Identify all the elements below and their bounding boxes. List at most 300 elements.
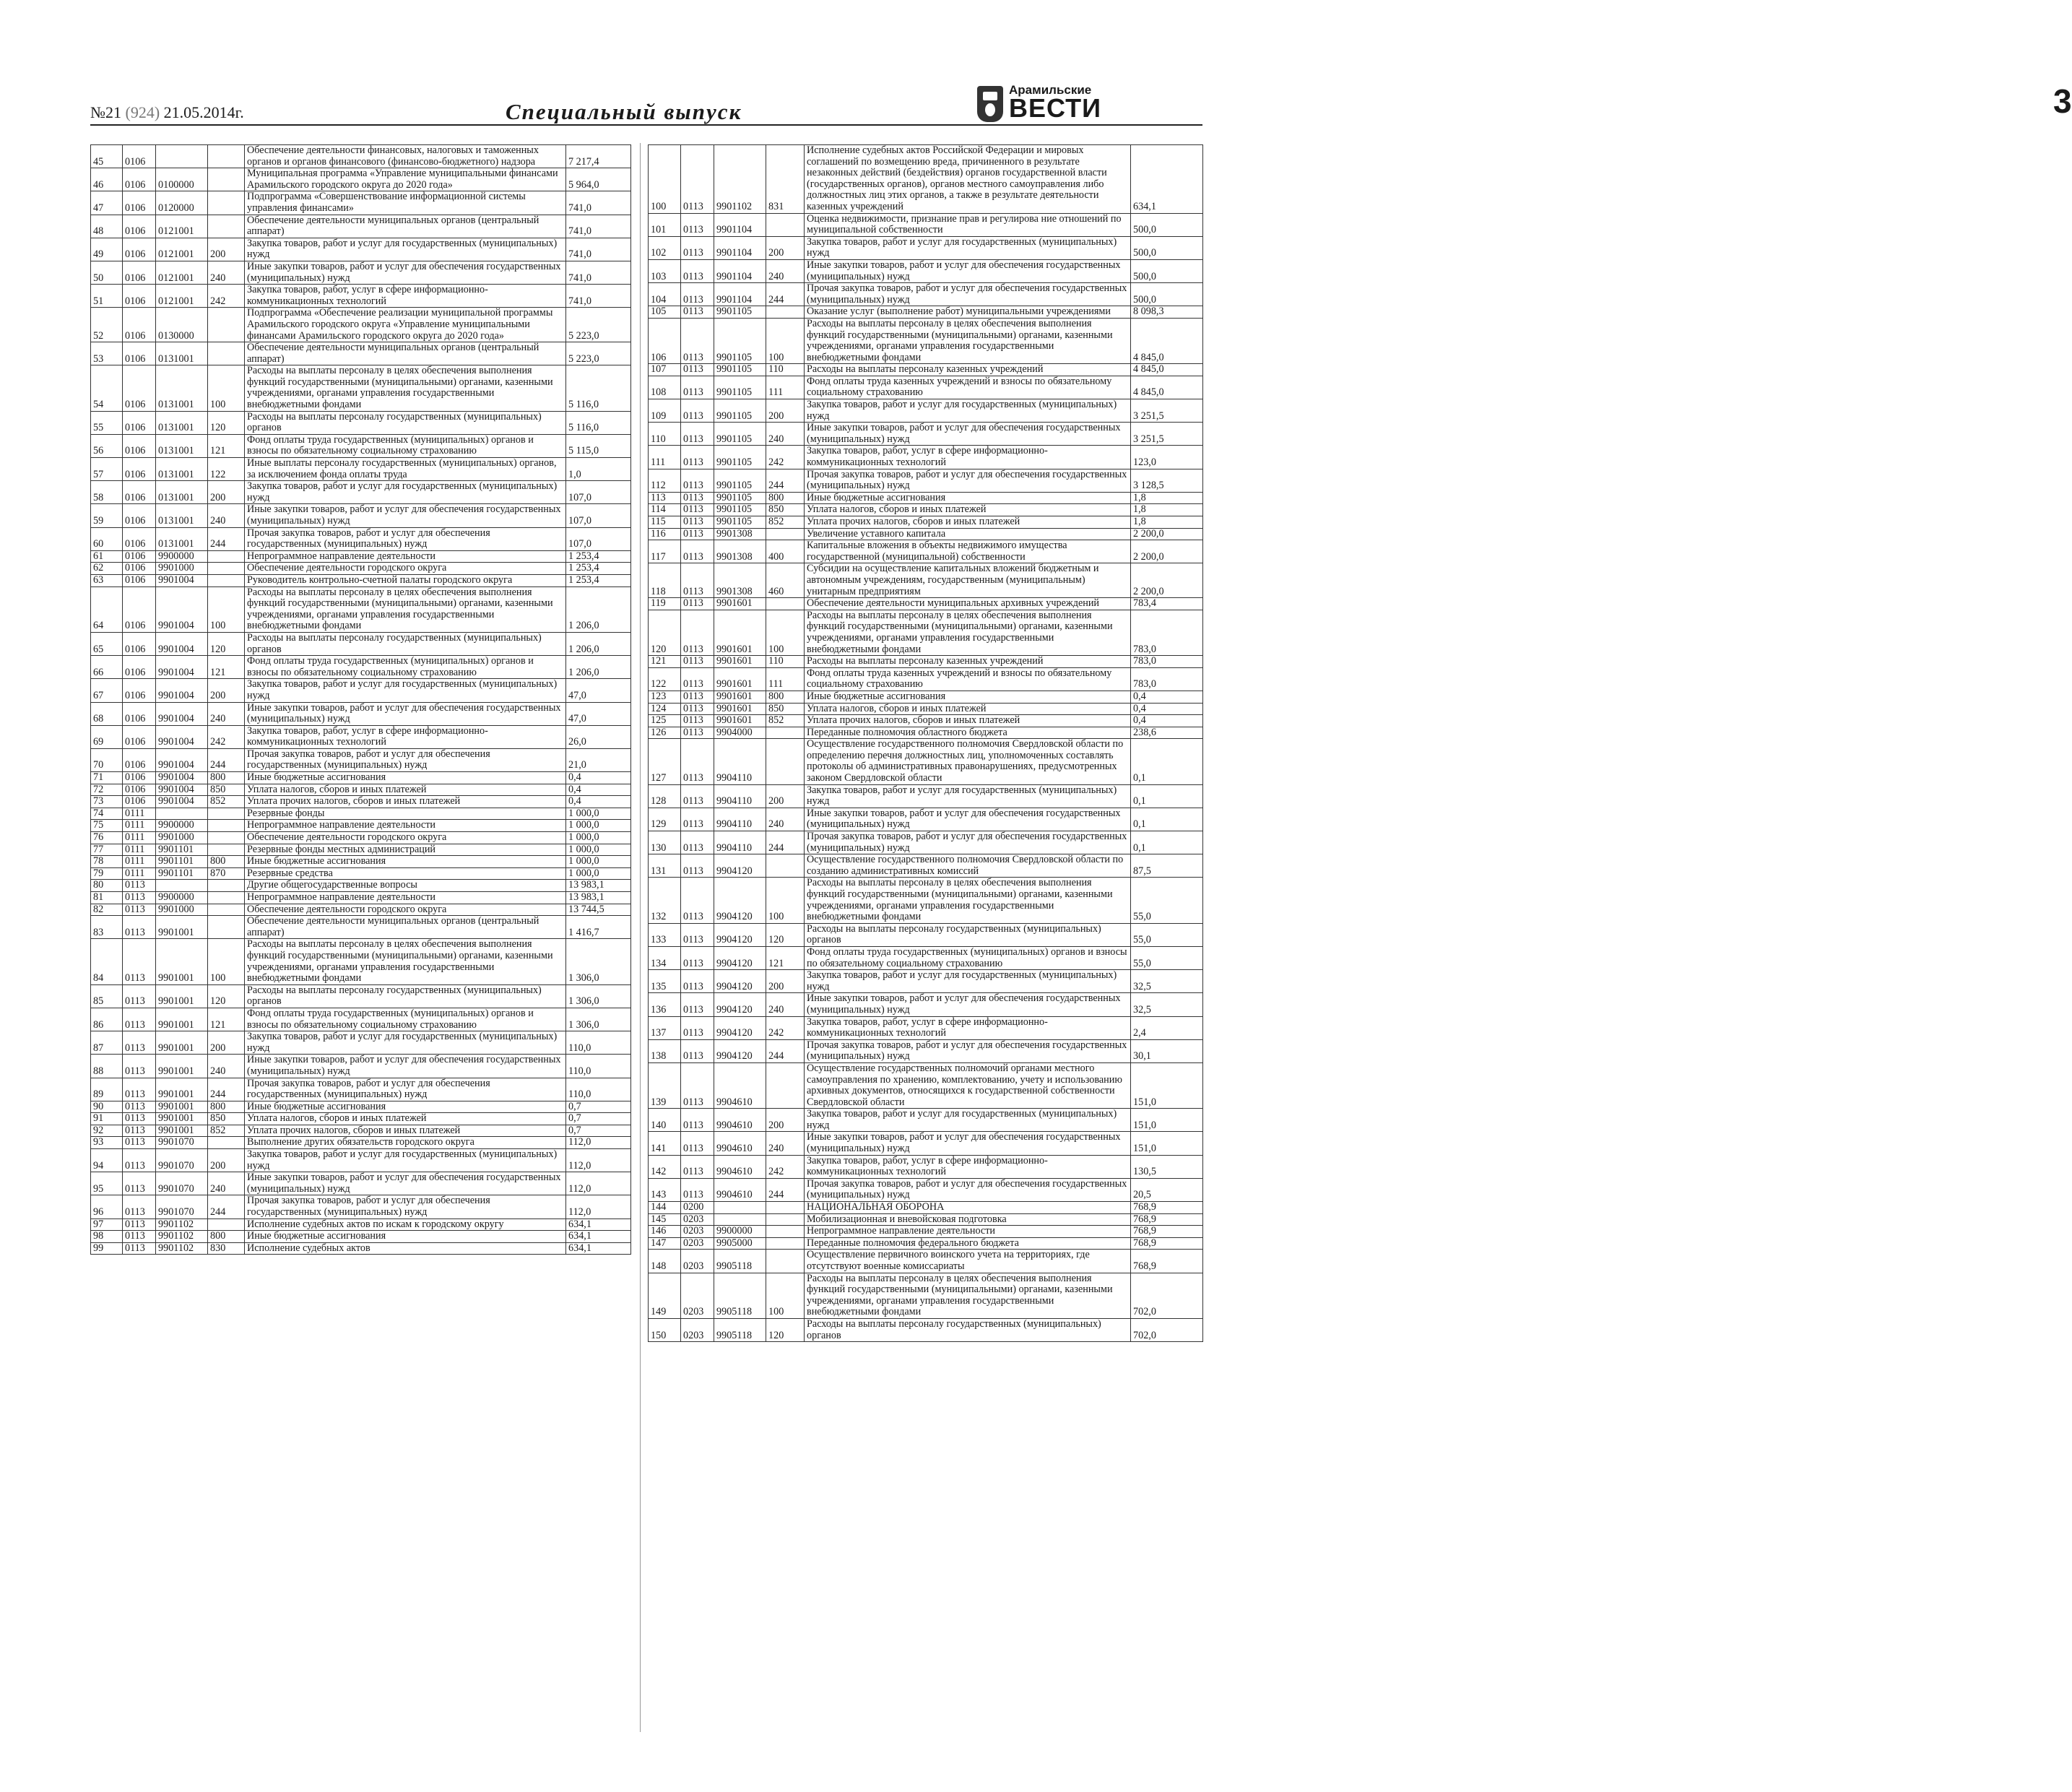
row-number: 116: [649, 528, 681, 540]
expense-type: 120: [766, 923, 805, 946]
target-code: 9901000: [156, 904, 208, 916]
target-code: 9901004: [156, 632, 208, 655]
amount: 768,9: [1131, 1226, 1203, 1238]
item-description: Непрограммное направление деятельности: [805, 1226, 1131, 1238]
row-number: 125: [649, 715, 681, 727]
row-number: 86: [91, 1008, 123, 1031]
amount: 741,0: [566, 285, 631, 308]
item-description: Обеспечение деятельности городского округа: [245, 832, 566, 844]
table-row: [649, 236, 1203, 259]
target-code: 9904120: [714, 854, 766, 878]
target-code: 9904610: [714, 1062, 766, 1108]
row-number: 84: [91, 939, 123, 984]
amount: 1,8: [1131, 516, 1203, 529]
table-row: [91, 238, 631, 261]
table-row: [649, 364, 1203, 376]
target-code: 0130000: [156, 308, 208, 342]
target-code: 9901001: [156, 1078, 208, 1101]
item-description: Исполнение судебных актов по искам к городскому округу: [245, 1219, 566, 1231]
section-code: 0106: [123, 168, 156, 191]
amount: 110,0: [566, 1055, 631, 1078]
item-description: Прочая закупка товаров, работ и услуг для обеспечения государственных (муниципальных) нужд: [245, 527, 566, 550]
table-row: [91, 844, 631, 856]
section-code: 0113: [681, 691, 714, 703]
table-row: [649, 691, 1203, 703]
target-code: 0121001: [156, 238, 208, 261]
row-number: 94: [91, 1149, 123, 1172]
row-number: 120: [649, 610, 681, 655]
target-code: 9901104: [714, 236, 766, 259]
amount: 32,5: [1131, 970, 1203, 993]
expense-type: 242: [208, 285, 245, 308]
target-code: 9904610: [714, 1178, 766, 1201]
target-code: 9904610: [714, 1109, 766, 1132]
expense-type: 850: [208, 1113, 245, 1125]
target-code: 9904110: [714, 831, 766, 854]
expense-type: 111: [766, 376, 805, 399]
row-number: 75: [91, 820, 123, 832]
row-number: 82: [91, 904, 123, 916]
row-number: 95: [91, 1172, 123, 1195]
expense-type: 240: [766, 259, 805, 282]
amount: 123,0: [1131, 446, 1203, 469]
table-row: [649, 399, 1203, 423]
section-code: 0113: [681, 1132, 714, 1155]
expense-type: 200: [766, 784, 805, 808]
expense-type: 120: [208, 984, 245, 1008]
row-number: 88: [91, 1055, 123, 1078]
amount: 0,1: [1131, 831, 1203, 854]
amount: 0,4: [1131, 703, 1203, 715]
table-row: [649, 1237, 1203, 1250]
target-code: 9901070: [156, 1172, 208, 1195]
amount: 1 000,0: [566, 832, 631, 844]
row-number: 139: [649, 1062, 681, 1108]
table-row: [649, 259, 1203, 282]
section-code: 0113: [123, 1031, 156, 1055]
table-row: [649, 504, 1203, 516]
expense-type: 240: [208, 504, 245, 527]
expense-type: 800: [208, 1231, 245, 1243]
expense-type: 870: [208, 867, 245, 880]
item-description: Субсидии на осуществление капитальных вложений бюджетным и автономным учреждениям, государственным (муниципальным) унитарным предприятиям: [805, 563, 1131, 598]
amount: 783,4: [1131, 598, 1203, 610]
amount: 1 253,4: [566, 574, 631, 586]
item-description: Иные бюджетные ассигнования: [245, 1231, 566, 1243]
item-description: Иные закупки товаров, работ и услуг для обеспечения государственных (муниципальных) нужд: [245, 261, 566, 284]
target-code: 9905118: [714, 1318, 766, 1341]
row-number: 135: [649, 970, 681, 993]
row-number: 85: [91, 984, 123, 1008]
expense-type: [766, 528, 805, 540]
section-code: 0111: [123, 856, 156, 868]
item-description: Иные закупки товаров, работ и услуг для обеспечения государственных (муниципальных) нужд: [245, 504, 566, 527]
expense-type: 200: [208, 481, 245, 504]
expense-type: 100: [208, 586, 245, 632]
item-description: Осуществление государственного полномочия Свердловской области по определению перечня должностных лиц, уполномоченных составлять протоколы об административных правонарушениях, предусмотренных законом Свердловской области: [805, 739, 1131, 784]
item-description: Уплата налогов, сборов и иных платежей: [245, 784, 566, 796]
table-row: [649, 145, 1203, 214]
item-description: Расходы на выплаты персоналу в целях обеспечения выполнения функций государственными (муниципальными) органами, казенными учреждениями, органами управления государственными внебюджетными фондами: [805, 878, 1131, 923]
row-number: 83: [91, 916, 123, 939]
item-description: Иные закупки товаров, работ и услуг для обеспечения государственных (муниципальных) нужд: [805, 423, 1131, 446]
section-code: 0106: [123, 261, 156, 284]
amount: 1 000,0: [566, 844, 631, 856]
section-code: 0106: [123, 504, 156, 527]
row-number: 78: [91, 856, 123, 868]
table-row: [649, 446, 1203, 469]
expense-type: [208, 308, 245, 342]
expense-type: 100: [766, 878, 805, 923]
item-description: Иные бюджетные ассигнования: [805, 492, 1131, 504]
row-number: 118: [649, 563, 681, 598]
item-description: Мобилизационная и вневойсковая подготовка: [805, 1213, 1131, 1226]
table-row: [649, 1132, 1203, 1155]
item-description: Расходы на выплаты персоналу в целях обеспечения выполнения функций государственными (муниципальными) органами, казенными учреждениями, органами управления государственными внебюджетными фондами: [245, 365, 566, 411]
amount: 783,0: [1131, 667, 1203, 691]
section-code: 0113: [123, 939, 156, 984]
expense-type: 242: [766, 446, 805, 469]
row-number: 136: [649, 993, 681, 1016]
item-description: Обеспечение деятельности муниципальных органов (центральный аппарат): [245, 342, 566, 365]
section-code: 0113: [681, 854, 714, 878]
item-description: Закупка товаров, работ и услуг для государственных (муниципальных) нужд: [805, 399, 1131, 423]
expense-type: 244: [208, 1195, 245, 1219]
amount: 0,7: [566, 1101, 631, 1113]
target-code: 9901000: [156, 832, 208, 844]
target-code: 9901001: [156, 1101, 208, 1113]
item-description: Расходы на выплаты персоналу государственных (муниципальных) органов: [245, 411, 566, 434]
item-description: Обеспечение деятельности муниципальных органов (центральный аппарат): [245, 215, 566, 238]
amount: 702,0: [1131, 1273, 1203, 1318]
expense-type: 244: [208, 527, 245, 550]
table-row: [91, 702, 631, 725]
expense-type: 244: [208, 1078, 245, 1101]
row-number: 126: [649, 727, 681, 739]
section-code: 0113: [681, 1016, 714, 1039]
row-number: 110: [649, 423, 681, 446]
expense-type: 240: [766, 1132, 805, 1155]
section-code: 0113: [681, 540, 714, 563]
row-number: 55: [91, 411, 123, 434]
amount: 768,9: [1131, 1213, 1203, 1226]
expense-type: 244: [208, 748, 245, 771]
target-code: 9900000: [156, 820, 208, 832]
section-code: 0203: [681, 1250, 714, 1273]
target-code: 9901105: [714, 504, 766, 516]
table-row: [91, 856, 631, 868]
table-row: [649, 993, 1203, 1016]
item-description: Расходы на выплаты персоналу в целях обеспечения выполнения функций государственными (муниципальными) органами, казенными учреждениями, органами управления государственными внебюджетными фондами: [245, 586, 566, 632]
target-code: [714, 1202, 766, 1214]
table-row: [91, 434, 631, 457]
expense-type: 800: [208, 772, 245, 784]
expense-type: [208, 904, 245, 916]
target-code: 9901004: [156, 796, 208, 808]
expense-type: [208, 342, 245, 365]
section-code: 0203: [681, 1237, 714, 1250]
row-number: 70: [91, 748, 123, 771]
target-code: 0121001: [156, 261, 208, 284]
expense-type: [208, 832, 245, 844]
target-code: 9901070: [156, 1149, 208, 1172]
table-row: [91, 1172, 631, 1195]
target-code: 0131001: [156, 527, 208, 550]
item-description: Закупка товаров, работ и услуг для государственных (муниципальных) нужд: [245, 679, 566, 702]
amount: 1 000,0: [566, 856, 631, 868]
item-description: Другие общегосударственные вопросы: [245, 880, 566, 892]
target-code: 9901104: [714, 283, 766, 306]
target-code: 9901308: [714, 563, 766, 598]
item-description: Уплата налогов, сборов и иных платежей: [805, 703, 1131, 715]
item-description: Иные закупки товаров, работ и услуг для обеспечения государственных (муниципальных) нужд: [805, 1132, 1131, 1155]
expense-type: 200: [766, 399, 805, 423]
expense-type: [766, 727, 805, 739]
section-code: 0106: [123, 308, 156, 342]
expense-type: [208, 880, 245, 892]
expense-type: 244: [766, 469, 805, 492]
amount: 0,1: [1131, 784, 1203, 808]
expense-type: 852: [208, 1125, 245, 1137]
target-code: 9901601: [714, 703, 766, 715]
row-number: 61: [91, 550, 123, 563]
target-code: 9901601: [714, 691, 766, 703]
expense-type: 240: [208, 1055, 245, 1078]
table-row: [649, 878, 1203, 923]
section-code: 0111: [123, 808, 156, 820]
target-code: 9904120: [714, 1016, 766, 1039]
expense-type: 850: [766, 703, 805, 715]
amount: 741,0: [566, 215, 631, 238]
amount: 500,0: [1131, 283, 1203, 306]
table-row: [91, 168, 631, 191]
amount: 634,1: [1131, 145, 1203, 214]
expense-type: 244: [766, 1178, 805, 1201]
target-code: 9901001: [156, 1008, 208, 1031]
amount: 741,0: [566, 191, 631, 215]
row-number: 113: [649, 492, 681, 504]
row-number: 72: [91, 784, 123, 796]
item-description: Расходы на выплаты персоналу в целях обеспечения выполнения функций государственными (муниципальными) органами, казенными учреждениями, органами управления государственными внебюджетными фондами: [805, 1273, 1131, 1318]
item-description: Иные выплаты персоналу государственных (муниципальных) органов, за исключением фонда оплаты труда: [245, 458, 566, 481]
item-description: НАЦИОНАЛЬНАЯ ОБОРОНА: [805, 1202, 1131, 1214]
amount: 1 253,4: [566, 563, 631, 575]
row-number: 98: [91, 1231, 123, 1243]
section-code: 0113: [681, 923, 714, 946]
expense-type: [208, 550, 245, 563]
amount: 30,1: [1131, 1039, 1203, 1062]
row-number: 49: [91, 238, 123, 261]
target-code: 9901004: [156, 702, 208, 725]
amount: 55,0: [1131, 923, 1203, 946]
table-row: [91, 1195, 631, 1219]
amount: 20,5: [1131, 1178, 1203, 1201]
section-code: 0113: [681, 1155, 714, 1178]
item-description: Расходы на выплаты персоналу в целях обеспечения выполнения функций государственными (муниципальными) органами, казенными учреждениями, органами управления государственными внебюджетными фондами: [805, 610, 1131, 655]
target-code: 9901070: [156, 1137, 208, 1149]
target-code: 9901104: [714, 213, 766, 236]
section-code: 0113: [681, 399, 714, 423]
section-code: 0113: [681, 283, 714, 306]
logo-small-text: Арамильские: [1009, 83, 1092, 97]
row-number: 147: [649, 1237, 681, 1250]
table-row: [91, 832, 631, 844]
table-row: [91, 308, 631, 342]
row-number: 74: [91, 808, 123, 820]
section-code: 0113: [123, 1113, 156, 1125]
row-number: 52: [91, 308, 123, 342]
table-row: [91, 215, 631, 238]
amount: 4 845,0: [1131, 376, 1203, 399]
section-code: 0113: [681, 364, 714, 376]
section-code: 0113: [123, 1008, 156, 1031]
expense-type: 800: [208, 856, 245, 868]
section-code: 0113: [681, 784, 714, 808]
expense-type: [208, 808, 245, 820]
section-code: 0106: [123, 656, 156, 679]
section-code: 0106: [123, 574, 156, 586]
section-code: 0106: [123, 550, 156, 563]
row-number: 137: [649, 1016, 681, 1039]
target-code: 9905000: [714, 1237, 766, 1250]
table-row: [91, 892, 631, 904]
expense-type: 110: [766, 364, 805, 376]
row-number: 131: [649, 854, 681, 878]
row-number: 77: [91, 844, 123, 856]
section-code: 0203: [681, 1273, 714, 1318]
section-code: 0106: [123, 215, 156, 238]
item-description: Исполнение судебных актов Российской Федерации и мировых соглашений по возмещению вреда, причиненного в результате незаконных действий (бездействия) органов государственной власти (государственных органов), органов местного самоуправления либо должностных лиц этих органов, а также в результате деятельности казенных учреждений: [805, 145, 1131, 214]
table-row: [649, 1062, 1203, 1108]
item-description: Закупка товаров, работ и услуг для государственных (муниципальных) нужд: [805, 236, 1131, 259]
section-code: 0200: [681, 1202, 714, 1214]
section-code: 0113: [123, 916, 156, 939]
amount: 783,0: [1131, 610, 1203, 655]
table-row: [91, 916, 631, 939]
row-number: 133: [649, 923, 681, 946]
item-description: Обеспечение деятельности муниципальных архивных учреждений: [805, 598, 1131, 610]
target-code: 9901308: [714, 528, 766, 540]
item-description: Фонд оплаты труда государственных (муниципальных) органов и взносы по обязательному социальному страхованию: [245, 1008, 566, 1031]
row-number: 87: [91, 1031, 123, 1055]
row-number: 111: [649, 446, 681, 469]
table-row: [649, 831, 1203, 854]
expense-type: 200: [208, 1149, 245, 1172]
amount: 32,5: [1131, 993, 1203, 1016]
section-code: 0113: [681, 516, 714, 529]
target-code: 9904110: [714, 784, 766, 808]
section-code: 0113: [681, 446, 714, 469]
section-code: 0113: [681, 610, 714, 655]
item-description: Закупка товаров, работ и услуг для государственных (муниципальных) нужд: [805, 1109, 1131, 1132]
table-row: [91, 1101, 631, 1113]
amount: 2 200,0: [1131, 540, 1203, 563]
expense-type: 244: [766, 831, 805, 854]
row-number: 134: [649, 946, 681, 969]
table-row: [649, 946, 1203, 969]
item-description: Иные бюджетные ассигнования: [805, 691, 1131, 703]
expense-type: 121: [208, 1008, 245, 1031]
amount: 0,4: [566, 772, 631, 784]
target-code: 9901601: [714, 598, 766, 610]
table-row: [649, 715, 1203, 727]
row-number: 80: [91, 880, 123, 892]
item-description: Иные закупки товаров, работ и услуг для обеспечения государственных (муниципальных) нужд: [245, 1055, 566, 1078]
expense-type: 800: [208, 1101, 245, 1113]
amount: 0,1: [1131, 808, 1203, 831]
amount: 1 306,0: [566, 984, 631, 1008]
coat-of-arms-icon: [977, 86, 1003, 122]
target-code: 9901102: [714, 145, 766, 214]
amount: 2,4: [1131, 1016, 1203, 1039]
section-code: 0113: [681, 598, 714, 610]
amount: 768,9: [1131, 1237, 1203, 1250]
table-row: [649, 598, 1203, 610]
amount: 5 116,0: [566, 365, 631, 411]
target-code: 9901105: [714, 364, 766, 376]
table-row: [649, 528, 1203, 540]
amount: 3 128,5: [1131, 469, 1203, 492]
table-row: [649, 1109, 1203, 1132]
amount: 1 306,0: [566, 939, 631, 984]
table-row: [649, 492, 1203, 504]
table-row: [91, 1231, 631, 1243]
table-row: [91, 1031, 631, 1055]
row-number: 71: [91, 772, 123, 784]
row-number: 59: [91, 504, 123, 527]
target-code: 9901001: [156, 1125, 208, 1137]
expense-type: 200: [766, 1109, 805, 1132]
section-code: 0113: [681, 145, 714, 214]
row-number: 146: [649, 1226, 681, 1238]
section-code: 0113: [681, 993, 714, 1016]
section-code: 0113: [681, 656, 714, 668]
item-description: Закупка товаров, работ и услуг для государственных (муниципальных) нужд: [245, 238, 566, 261]
row-number: 132: [649, 878, 681, 923]
target-code: 0121001: [156, 215, 208, 238]
amount: 7 217,4: [566, 145, 631, 168]
section-code: 0113: [681, 1109, 714, 1132]
amount: 1 000,0: [566, 867, 631, 880]
item-description: Закупка товаров, работ и услуг для государственных (муниципальных) нужд: [245, 1149, 566, 1172]
amount: 13 983,1: [566, 880, 631, 892]
item-description: Расходы на выплаты персоналу государственных (муниципальных) органов: [805, 1318, 1131, 1341]
table-row: [91, 550, 631, 563]
table-row: [649, 1226, 1203, 1238]
item-description: Выполнение других обязательств городского округа: [245, 1137, 566, 1149]
row-number: 60: [91, 527, 123, 550]
item-description: Закупка товаров, работ, услуг в сфере информационно-коммуникационных технологий: [245, 725, 566, 748]
item-description: Обеспечение деятельности городского округа: [245, 904, 566, 916]
table-row: [649, 610, 1203, 655]
expense-type: 240: [766, 423, 805, 446]
section-code: 0113: [123, 1149, 156, 1172]
table-row: [91, 748, 631, 771]
item-description: Переданные полномочия областного бюджета: [805, 727, 1131, 739]
table-row: [91, 820, 631, 832]
expense-type: [766, 1250, 805, 1273]
item-description: Прочая закупка товаров, работ и услуг для обеспечения государственных (муниципальных) нужд: [805, 1178, 1131, 1201]
table-row: [91, 1055, 631, 1078]
target-code: 9901101: [156, 856, 208, 868]
row-number: 122: [649, 667, 681, 691]
amount: 783,0: [1131, 656, 1203, 668]
target-code: 9904120: [714, 946, 766, 969]
table-row: [91, 342, 631, 365]
row-number: 128: [649, 784, 681, 808]
budget-table-left: [90, 144, 631, 1255]
target-code: 9901070: [156, 1195, 208, 1219]
